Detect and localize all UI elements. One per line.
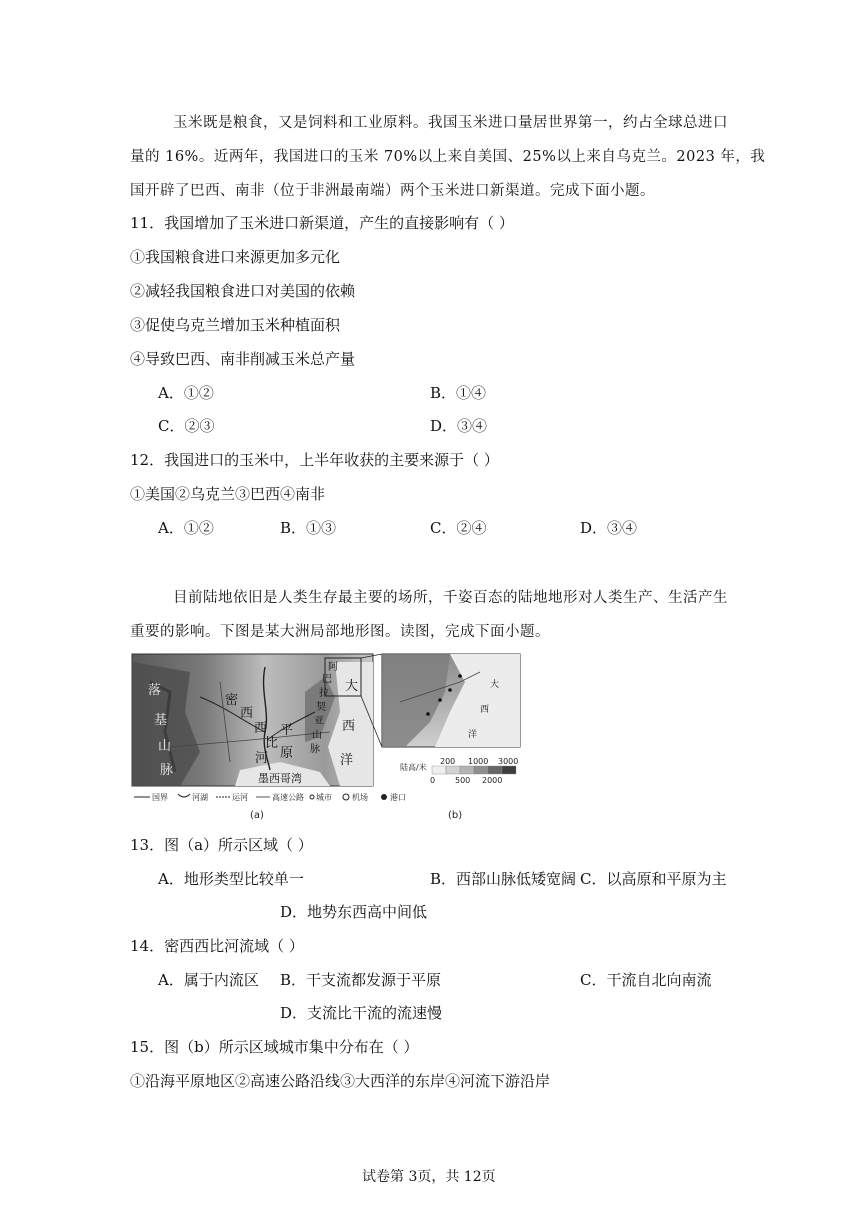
elevation-legend [400,757,518,785]
passage1-line2: 量的 16%。近两年，我国进口的玉米 70%以上来自美国、25%以上来自乌克兰。2023 年，我 [130,149,766,165]
passage2-line1: 目前陆地依旧是人类生存最主要的场所，千姿百态的陆地地形对人类生产、生活产生 [173,590,728,606]
label-mai-2: 脉 [310,744,320,755]
q14-option-b[interactable]: B．干支流都发源于平原 [280,971,442,989]
q11-option-c[interactable]: C．②③ [158,417,215,435]
label-shan-2: 山 [312,730,322,741]
q12-stem: 12．我国进口的玉米中，上半年收获的主要来源于（ ） [130,451,499,469]
q11-option-d[interactable]: D．③④ [430,417,488,435]
q15-items: ①沿海平原地区②高速公路沿线③大西洋的东岸④河流下游沿岸 [130,1072,551,1090]
label-he: 河 [255,751,269,766]
key-port: 港口 [390,793,406,802]
q11-option-b[interactable]: B．①④ [430,384,487,402]
q14-stem: 14．密西西比河流域（ ） [130,937,304,955]
label-xi-1: 西 [240,706,254,721]
label-b-da: 大 [490,680,500,690]
key-airport: 机场 [352,793,368,802]
label-luo: 落 [148,683,162,698]
q14-option-c[interactable]: C．干流自北向南流 [580,971,712,989]
label-da: 大 [345,679,359,694]
label-a: 阿 [328,662,338,673]
terrain-map-svg [130,652,522,822]
label-yang: 洋 [340,753,354,768]
caption-b: (b) [448,810,463,821]
q14-option-d[interactable]: D．支流比干流的流速慢 [280,1004,443,1022]
key-border: 国界 [152,793,168,802]
legend-3000: 3000 [498,757,519,766]
label-xi-3: 西 [342,719,356,734]
label-ji: 基 [154,713,168,728]
label-qi: 契 [316,702,326,713]
key-city: 城市 [316,793,332,802]
legend-title: 陆高/米 [400,763,427,772]
label-ya: 亚 [314,716,324,727]
label-la: 拉 [319,688,329,699]
q11-item-3: ③促使乌克兰增加玉米种植面积 [130,316,341,334]
key-canal: 运河 [232,793,248,802]
label-ba: 巴 [322,674,332,685]
q13-option-a[interactable]: A．地形类型比较单一 [158,870,304,888]
q11-option-a[interactable]: A．①② [158,384,214,402]
label-b-yang: 洋 [468,730,478,740]
q13-option-d[interactable]: D．地势东西高中间低 [280,903,428,921]
label-xi-2: 西 [254,721,268,736]
legend-200: 200 [440,757,456,766]
label-gulf: 墨西哥湾 [258,772,302,785]
label-ping: 平 [280,723,294,738]
q15-stem: 15．图（b）所示区域城市集中分布在（ ） [130,1038,419,1056]
passage1-line1: 玉米既是粮食，又是饲料和工业原料。我国玉米进口量居世界第一，约占全球总进口 [173,115,728,131]
caption-a: (a) [250,810,264,821]
passage2-line2: 重要的影响。下图是某大洲局部地形图。读图，完成下面小题。 [130,624,550,640]
key-river: 河湖 [192,793,208,802]
q11-item-2: ②减轻我国粮食进口对美国的依赖 [130,282,356,300]
q13-option-c[interactable]: C．以高原和平原为主 [580,870,727,888]
map-a [132,654,373,786]
q13-stem: 13．图（a）所示区域（ ） [130,836,313,854]
q11-item-4: ④导致巴西、南非削减玉米总产量 [130,350,356,368]
page-footer: 试卷第 3页，共 12页 [362,1169,496,1185]
terrain-figure [130,652,522,822]
key-highway: 高速公路 [272,793,304,802]
label-mai-1: 脉 [160,763,174,778]
q11-item-1: ①我国粮食进口来源更加多元化 [130,248,341,266]
q12-option-c[interactable]: C．②④ [430,519,487,537]
label-b-xi: 西 [480,705,490,715]
q14-option-a[interactable]: A．属于内流区 [158,971,259,989]
legend-0: 0 [430,776,436,785]
label-shan-1: 山 [158,739,172,754]
legend-2000: 2000 [482,776,503,785]
q12-option-a[interactable]: A．①② [158,519,214,537]
label-yuan: 原 [280,746,294,761]
passage1-line3: 国开辟了巴西、南非（位于非洲最南端）两个玉米进口新渠道。完成下面小题。 [130,183,655,199]
q11-stem: 11．我国增加了玉米进口新渠道，产生的直接影响有（ ） [130,214,514,232]
map-key [134,792,406,802]
label-bi: 比 [265,736,279,751]
map-b [382,654,520,747]
legend-1000: 1000 [468,757,489,766]
q12-option-b[interactable]: B．①③ [280,519,337,537]
q13-option-b[interactable]: B．西部山脉低矮宽阔 [430,870,577,888]
legend-500: 500 [455,776,471,785]
q12-option-d[interactable]: D．③④ [580,519,638,537]
q12-items: ①美国②乌克兰③巴西④南非 [130,485,326,503]
label-mi-1: 密 [225,693,239,708]
